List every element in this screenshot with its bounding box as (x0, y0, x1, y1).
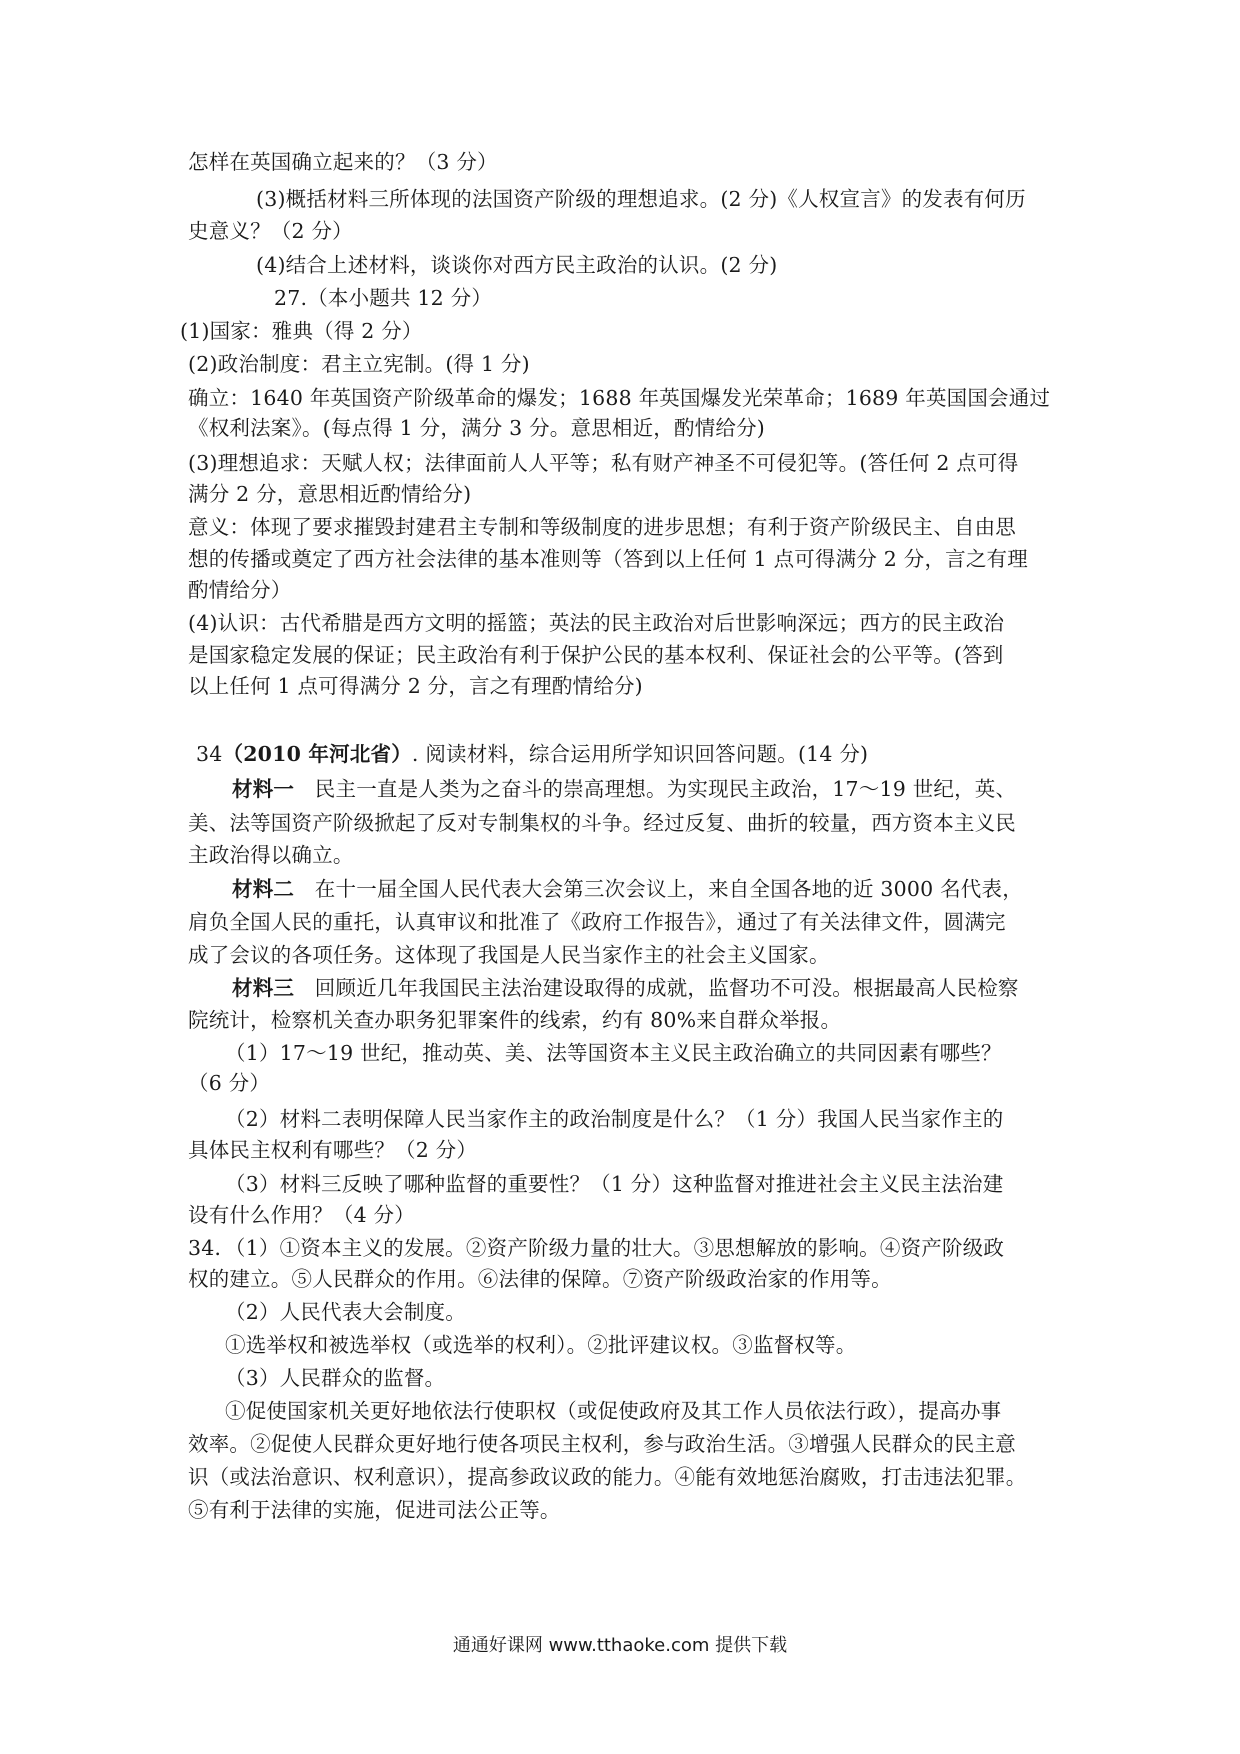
material-label: 材料三 (232, 976, 295, 1000)
text-line: 是国家稳定发展的保证；民主政治有利于保护公民的基本权利、保证社会的公平等。(答到 (188, 643, 1004, 667)
text-line: ①促使国家机关更好地依法行使职权（或促使政府及其工作人员依法行政），提高办事 (225, 1399, 1002, 1423)
sub-question-2: （2）材料二表明保障人民当家作主的政治制度是什么？（1 分）我国人民当家作主的 (225, 1107, 1004, 1131)
answer-3: (3)理想追求：天赋人权；法律面前人人平等；私有财产神圣不可侵犯等。(答任何 2 点可得 (188, 451, 1019, 475)
question-3: (3)概括材料三所体现的法国资产阶级的理想追求。(2 分)《人权宣言》的发表有何历 (256, 187, 1026, 211)
text-line: 以上任何 1 点可得满分 2 分，言之有理酌情给分) (188, 674, 643, 698)
text-line: 满分 2 分，意思相近酌情给分) (188, 482, 472, 506)
text-span: 民主一直是人类为之奋斗的崇高理想。为实现民主政治，17～19 世纪，英、 (294, 777, 1017, 801)
question-number: 34 (196, 742, 223, 766)
answer-2: (2)政治制度：君主立宪制。(得 1 分) (188, 352, 530, 376)
material-3 (232, 973, 1019, 1003)
answer-34-2: （2）人民代表大会制度。 (225, 1300, 466, 1324)
material-1 (232, 774, 1016, 804)
text-line: 怎样在英国确立起来的？（3 分） (188, 150, 498, 174)
sub-question-3: （3）材料三反映了哪种监督的重要性？（1 分）这种监督对推进社会主义民主法治建 (225, 1172, 1004, 1196)
material-2 (232, 874, 1023, 904)
text-line: 确立：1640 年英国资产阶级革命的爆发；1688 年英国爆发光荣革命；1689 年英国国会通过 (188, 386, 1051, 410)
question-prompt: . 阅读材料，综合运用所学知识回答问题。(14 分) (411, 742, 869, 766)
text-line: 史意义？（2 分） (188, 219, 353, 243)
text-line: 具体民主权利有哪些？（2 分） (188, 1138, 478, 1162)
text-line: 肩负全国人民的重托，认真审议和批准了《政府工作报告》，通过了有关法律文件，圆满完 (188, 910, 1006, 934)
text-line: 主政治得以确立。 (188, 843, 354, 867)
text-line: 院统计，检察机关查办职务犯罪案件的线索，约有 80%来自群众举报。 (188, 1008, 842, 1032)
text-line: 成了会议的各项任务。这体现了我国是人民当家作主的社会主义国家。 (188, 943, 830, 967)
material-label: 材料一 (232, 777, 295, 801)
text-line: 酌情给分） (188, 578, 292, 602)
material-label: 材料二 (232, 877, 295, 901)
text-span: 回顾近几年我国民主法治建设取得的成就，监督功不可没。根据最高人民检察 (294, 976, 1019, 1000)
text-line: 美、法等国资产阶级掀起了反对专制集权的斗争。经过反复、曲折的较量，西方资本主义民 (188, 811, 1016, 835)
text-line: ⑤有利于法律的实施，促进司法公正等。 (188, 1498, 561, 1522)
answer-1: (1)国家：雅典（得 2 分） (180, 319, 423, 343)
answer-34-1: 34．（1）①资本主义的发展。②资产阶级力量的壮大。③思想解放的影响。④资产阶级政 (188, 1236, 1005, 1260)
page-footer: 通通好课网 www.tthaoke.com 提供下载 (452, 1635, 788, 1656)
text-line: 意义：体现了要求摧毁封建君主专制和等级制度的进步思想；有利于资产阶级民主、自由思 (188, 515, 1016, 539)
text-line: 《权利法案》。(每点得 1 分，满分 3 分。意思相近，酌情给分) (188, 416, 765, 440)
answer-heading-27: 27.（本小题共 12 分） (274, 286, 493, 310)
question-34-heading (196, 739, 868, 769)
text-line: 想的传播或奠定了西方社会法律的基本准则等（答到以上任何 1 点可得满分 2 分，言之有理 (188, 547, 1028, 571)
text-line: 设有什么作用？（4 分） (188, 1203, 415, 1227)
text-line: （6 分） (188, 1071, 271, 1095)
text-line: 识（或法治意识、权利意识），提高参政议政的能力。④能有效地惩治腐败，打击违法犯罪。 (188, 1465, 1027, 1489)
question-source: （2010 年河北省） (222, 742, 412, 766)
answer-34-3: （3）人民群众的监督。 (225, 1366, 446, 1390)
sub-question-1: （1）17～19 世纪，推动英、美、法等国资本主义民主政治确立的共同因素有哪些？ (225, 1041, 1002, 1065)
text-line: 权的建立。⑤人民群众的作用。⑥法律的保障。⑦资产阶级政治家的作用等。 (188, 1267, 892, 1291)
answer-4: (4)认识：古代希腊是西方文明的摇篮；英法的民主政治对后世影响深远；西方的民主政治 (188, 611, 1005, 635)
text-line: 效率。②促使人民群众更好地行使各项民主权利，参与政治生活。③增强人民群众的民主意 (188, 1432, 1016, 1456)
question-4: (4)结合上述材料，谈谈你对西方民主政治的认识。(2 分) (256, 253, 778, 277)
text-line: ①选举权和被选举权（或选举的权利）。②批评建议权。③监督权等。 (225, 1333, 857, 1357)
text-span: 在十一届全国人民代表大会第三次会议上，来自全国各地的近 3000 名代表， (294, 877, 1023, 901)
